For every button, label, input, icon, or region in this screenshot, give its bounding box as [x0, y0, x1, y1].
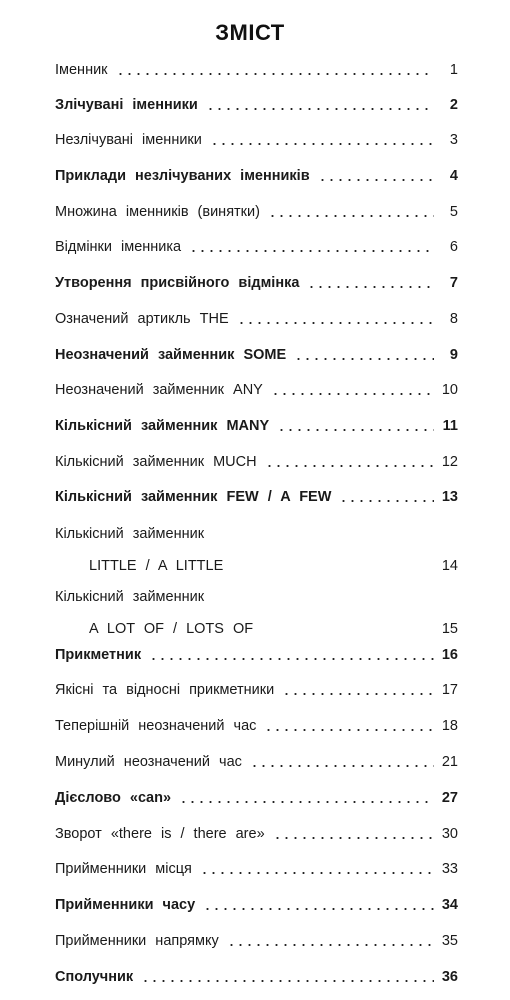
toc-entry[interactable]: [55, 789, 458, 807]
toc-page-number: 6: [449, 239, 458, 255]
toc-entry-title: Якісні та відносні прикметники: [55, 682, 275, 698]
dot-leader: [179, 790, 434, 804]
toc-entry-title: Кількісний займенник: [55, 589, 205, 605]
toc-page-number: 18: [441, 718, 458, 734]
toc-page-number: 2: [449, 97, 458, 113]
toc-page-number: 5: [449, 204, 458, 220]
toc-page-number: 21: [441, 754, 458, 770]
toc-entry-title-continued: LITTLE / A LITTLE: [89, 558, 224, 574]
toc-entry[interactable]: [55, 896, 458, 914]
toc-page-number: 13: [441, 489, 458, 505]
toc-entry-title: Відмінки іменника: [55, 239, 182, 255]
toc-entry[interactable]: [55, 417, 458, 435]
dot-leader: [318, 168, 434, 182]
dot-leader: [294, 347, 434, 361]
dot-leader: [141, 969, 434, 983]
toc-page-number: 12: [441, 454, 458, 470]
toc-page-number: 14: [441, 558, 458, 574]
toc-entry[interactable]: [55, 968, 458, 986]
toc-entry[interactable]: [55, 488, 458, 506]
toc-page-number: 33: [441, 861, 458, 877]
dot-leader: [206, 97, 434, 111]
toc-page-number: 35: [441, 933, 458, 949]
toc-entry[interactable]: [55, 274, 458, 292]
toc-entry[interactable]: [55, 932, 458, 950]
toc-entry[interactable]: [55, 346, 458, 364]
toc-entry-title: Неозначений займенник ANY: [55, 382, 263, 398]
toc-entry[interactable]: [55, 753, 458, 771]
toc-entry[interactable]: [55, 61, 458, 79]
toc-entry-title: Множина іменників (винятки): [55, 204, 260, 220]
toc-entry-title: Кількісний займенник FEW / A FEW: [55, 489, 332, 505]
toc-entry[interactable]: [55, 681, 458, 699]
toc-entry[interactable]: [55, 588, 458, 638]
toc-page-number: 8: [449, 311, 458, 327]
toc-page-number: 16: [441, 647, 458, 663]
toc-entry[interactable]: [55, 131, 458, 149]
dot-leader: [268, 204, 434, 218]
toc-entry[interactable]: [55, 167, 458, 185]
toc-entry[interactable]: [55, 717, 458, 735]
toc-entry[interactable]: [55, 96, 458, 114]
dot-leader: [189, 239, 434, 253]
toc-entry-title: Прийменники часу: [55, 897, 196, 913]
dot-leader: [339, 489, 434, 503]
toc-entry-title: Іменник: [55, 62, 108, 78]
toc-entry-title: Прийменники місця: [55, 861, 192, 877]
toc-entry-title: Приклади незлічуваних іменників: [55, 168, 310, 184]
toc-entry-title: Кількісний займенник MUCH: [55, 454, 257, 470]
toc-entry-title: Минулий неозначений час: [55, 754, 242, 770]
dot-leader: [261, 621, 434, 635]
toc-entry-title: Кількісний займенник MANY: [55, 418, 270, 434]
toc-page-number: 34: [441, 897, 458, 913]
toc-page-number: 36: [441, 969, 458, 985]
dot-leader: [277, 418, 434, 432]
toc-entry[interactable]: [55, 203, 458, 221]
dot-leader: [203, 897, 434, 911]
dot-leader: [250, 754, 434, 768]
toc-entry-title: Злічувані іменники: [55, 97, 198, 113]
dot-leader: [149, 647, 434, 661]
toc-page-number: 17: [441, 682, 458, 698]
toc-entry-title: Теперішній неозначений час: [55, 718, 257, 734]
toc-entry[interactable]: [55, 860, 458, 878]
toc-entry-title: Сполучник: [55, 969, 134, 985]
toc-entry-title: Означений артикль THE: [55, 311, 229, 327]
dot-leader: [282, 682, 434, 696]
dot-leader: [271, 382, 434, 396]
dot-leader: [210, 132, 434, 146]
page-title: ЗМІСТ: [215, 20, 285, 45]
dot-leader: [265, 454, 434, 468]
toc-entry[interactable]: [55, 310, 458, 328]
toc-entry-title: Прикметник: [55, 647, 142, 663]
dot-leader: [116, 62, 434, 76]
toc-page-number: 7: [449, 275, 458, 291]
toc-page-number: 15: [441, 621, 458, 637]
toc-page-number: 1: [449, 62, 458, 78]
toc-entry[interactable]: [55, 825, 458, 843]
toc-entry-title: Неозначений займенник SOME: [55, 347, 287, 363]
toc-entry-title: Утворення присвійного відмінка: [55, 275, 300, 291]
toc-page-number: 27: [441, 790, 458, 806]
dot-leader: [237, 311, 434, 325]
toc-entry[interactable]: [55, 453, 458, 471]
toc-page-number: 11: [442, 418, 458, 434]
dot-leader: [273, 826, 434, 840]
toc-page-number: 3: [449, 132, 458, 148]
toc-entry-title: Незлічувані іменники: [55, 132, 202, 148]
dot-leader: [227, 933, 434, 947]
toc-entry-title: Кількісний займенник: [55, 526, 205, 542]
toc-page-number: 10: [441, 382, 458, 398]
dot-leader: [200, 861, 434, 875]
toc-entry-title: Зворот «there is / there are»: [55, 826, 265, 842]
dot-leader: [307, 275, 434, 289]
toc-entry[interactable]: [55, 381, 458, 399]
toc-page-number: 9: [449, 347, 458, 363]
toc-page-number: 4: [449, 168, 458, 184]
dot-leader: [264, 718, 434, 732]
toc-entry[interactable]: [55, 525, 458, 575]
dot-leader: [231, 558, 434, 572]
toc-entry[interactable]: [55, 646, 458, 664]
toc-page-number: 30: [441, 826, 458, 842]
toc-entry[interactable]: [55, 238, 458, 256]
toc-entry-title: Прийменники напрямку: [55, 933, 219, 949]
toc-entry-title-continued: A LOT OF / LOTS OF: [89, 621, 254, 637]
toc-entry-title: Дієслово «can»: [55, 790, 172, 806]
